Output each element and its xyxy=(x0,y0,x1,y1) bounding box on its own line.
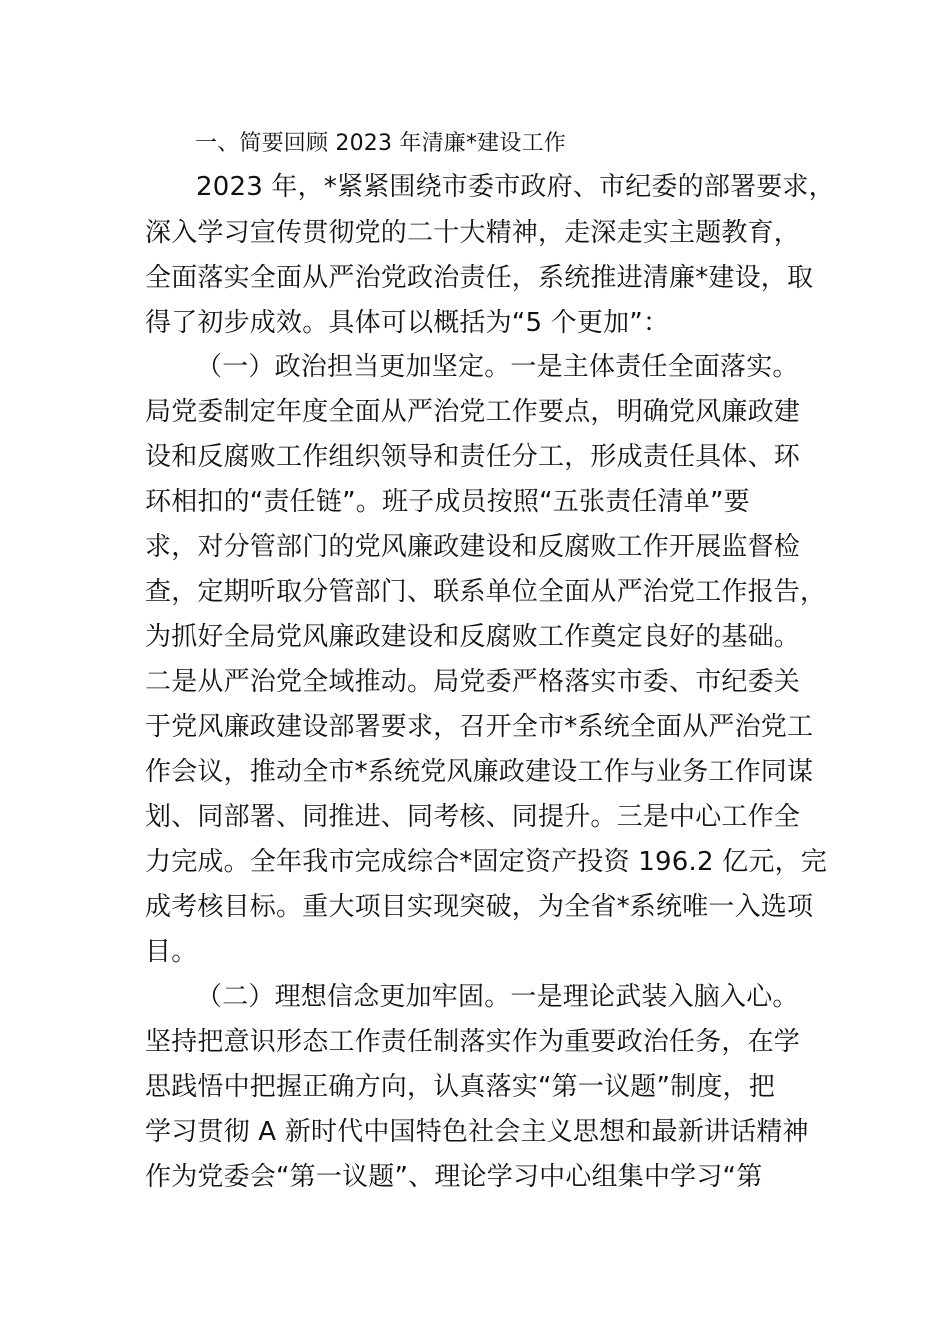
paragraph-line: 于党风廉政建设部署要求，召开全市*系统全面从严治党工 xyxy=(145,712,814,742)
paragraph-line: 力完成。全年我市完成综合*固定资产投资 196.2 亿元，完 xyxy=(145,847,827,877)
paragraph-line: 坚持把意识形态工作责任制落实作为重要政治任务，在学 xyxy=(145,1027,801,1057)
paragraph-line: 深入学习宣传贯彻党的二十大精神，走深走实主题教育， xyxy=(145,218,801,248)
paragraph-line: 二是从严治党全域推动。局党委严格落实市委、市纪委关 xyxy=(145,667,801,697)
paragraph-line: 2023 年，*紧紧围绕市委市政府、市纪委的部署要求， xyxy=(196,172,835,202)
paragraph-line: 求，对分管部门的党风廉政建设和反腐败工作开展监督检 xyxy=(145,532,801,562)
paragraph-line: （二）理想信念更加牢固。一是理论武装入脑入心。 xyxy=(196,982,799,1012)
section-heading: 一、简要回顾 2023 年清廉*建设工作 xyxy=(195,131,566,156)
paragraph-line: 全面落实全面从严治党政治责任，系统推进清廉*建设，取 xyxy=(145,263,814,293)
paragraph-line: 思践悟中把握正确方向，认真落实“第一议题”制度，把 xyxy=(145,1072,775,1102)
paragraph-line: （一）政治担当更加坚定。一是主体责任全面落实。 xyxy=(196,352,799,382)
paragraph-line: 环相扣的“责任链”。班子成员按照“五张责任清单”要 xyxy=(145,487,750,517)
paragraph-line: 划、同部署、同推进、同考核、同提升。三是中心工作全 xyxy=(145,802,801,832)
paragraph-line: 作为党委会“第一议题”、理论学习中心组集中学习“第 xyxy=(145,1162,763,1192)
paragraph-line: 成考核目标。重大项目实现突破，为全省*系统唯一入选项 xyxy=(145,892,814,922)
paragraph-line: 得了初步成效。具体可以概括为“5 个更加”： xyxy=(145,308,670,338)
paragraph-line: 查，定期听取分管部门、联系单位全面从严治党工作报告， xyxy=(145,577,827,607)
paragraph-line: 设和反腐败工作组织领导和责任分工，形成责任具体、环 xyxy=(145,442,801,472)
paragraph-line: 局党委制定年度全面从严治党工作要点，明确党风廉政建 xyxy=(145,397,801,427)
paragraph-line: 为抓好全局党风廉政建设和反腐败工作奠定良好的基础。 xyxy=(145,622,801,652)
paragraph-line: 学习贯彻 A 新时代中国特色社会主义思想和最新讲话精神 xyxy=(145,1117,809,1147)
paragraph-line: 目。 xyxy=(145,937,198,967)
paragraph-line: 作会议，推动全市*系统党风廉政建设工作与业务工作同谋 xyxy=(145,757,814,787)
